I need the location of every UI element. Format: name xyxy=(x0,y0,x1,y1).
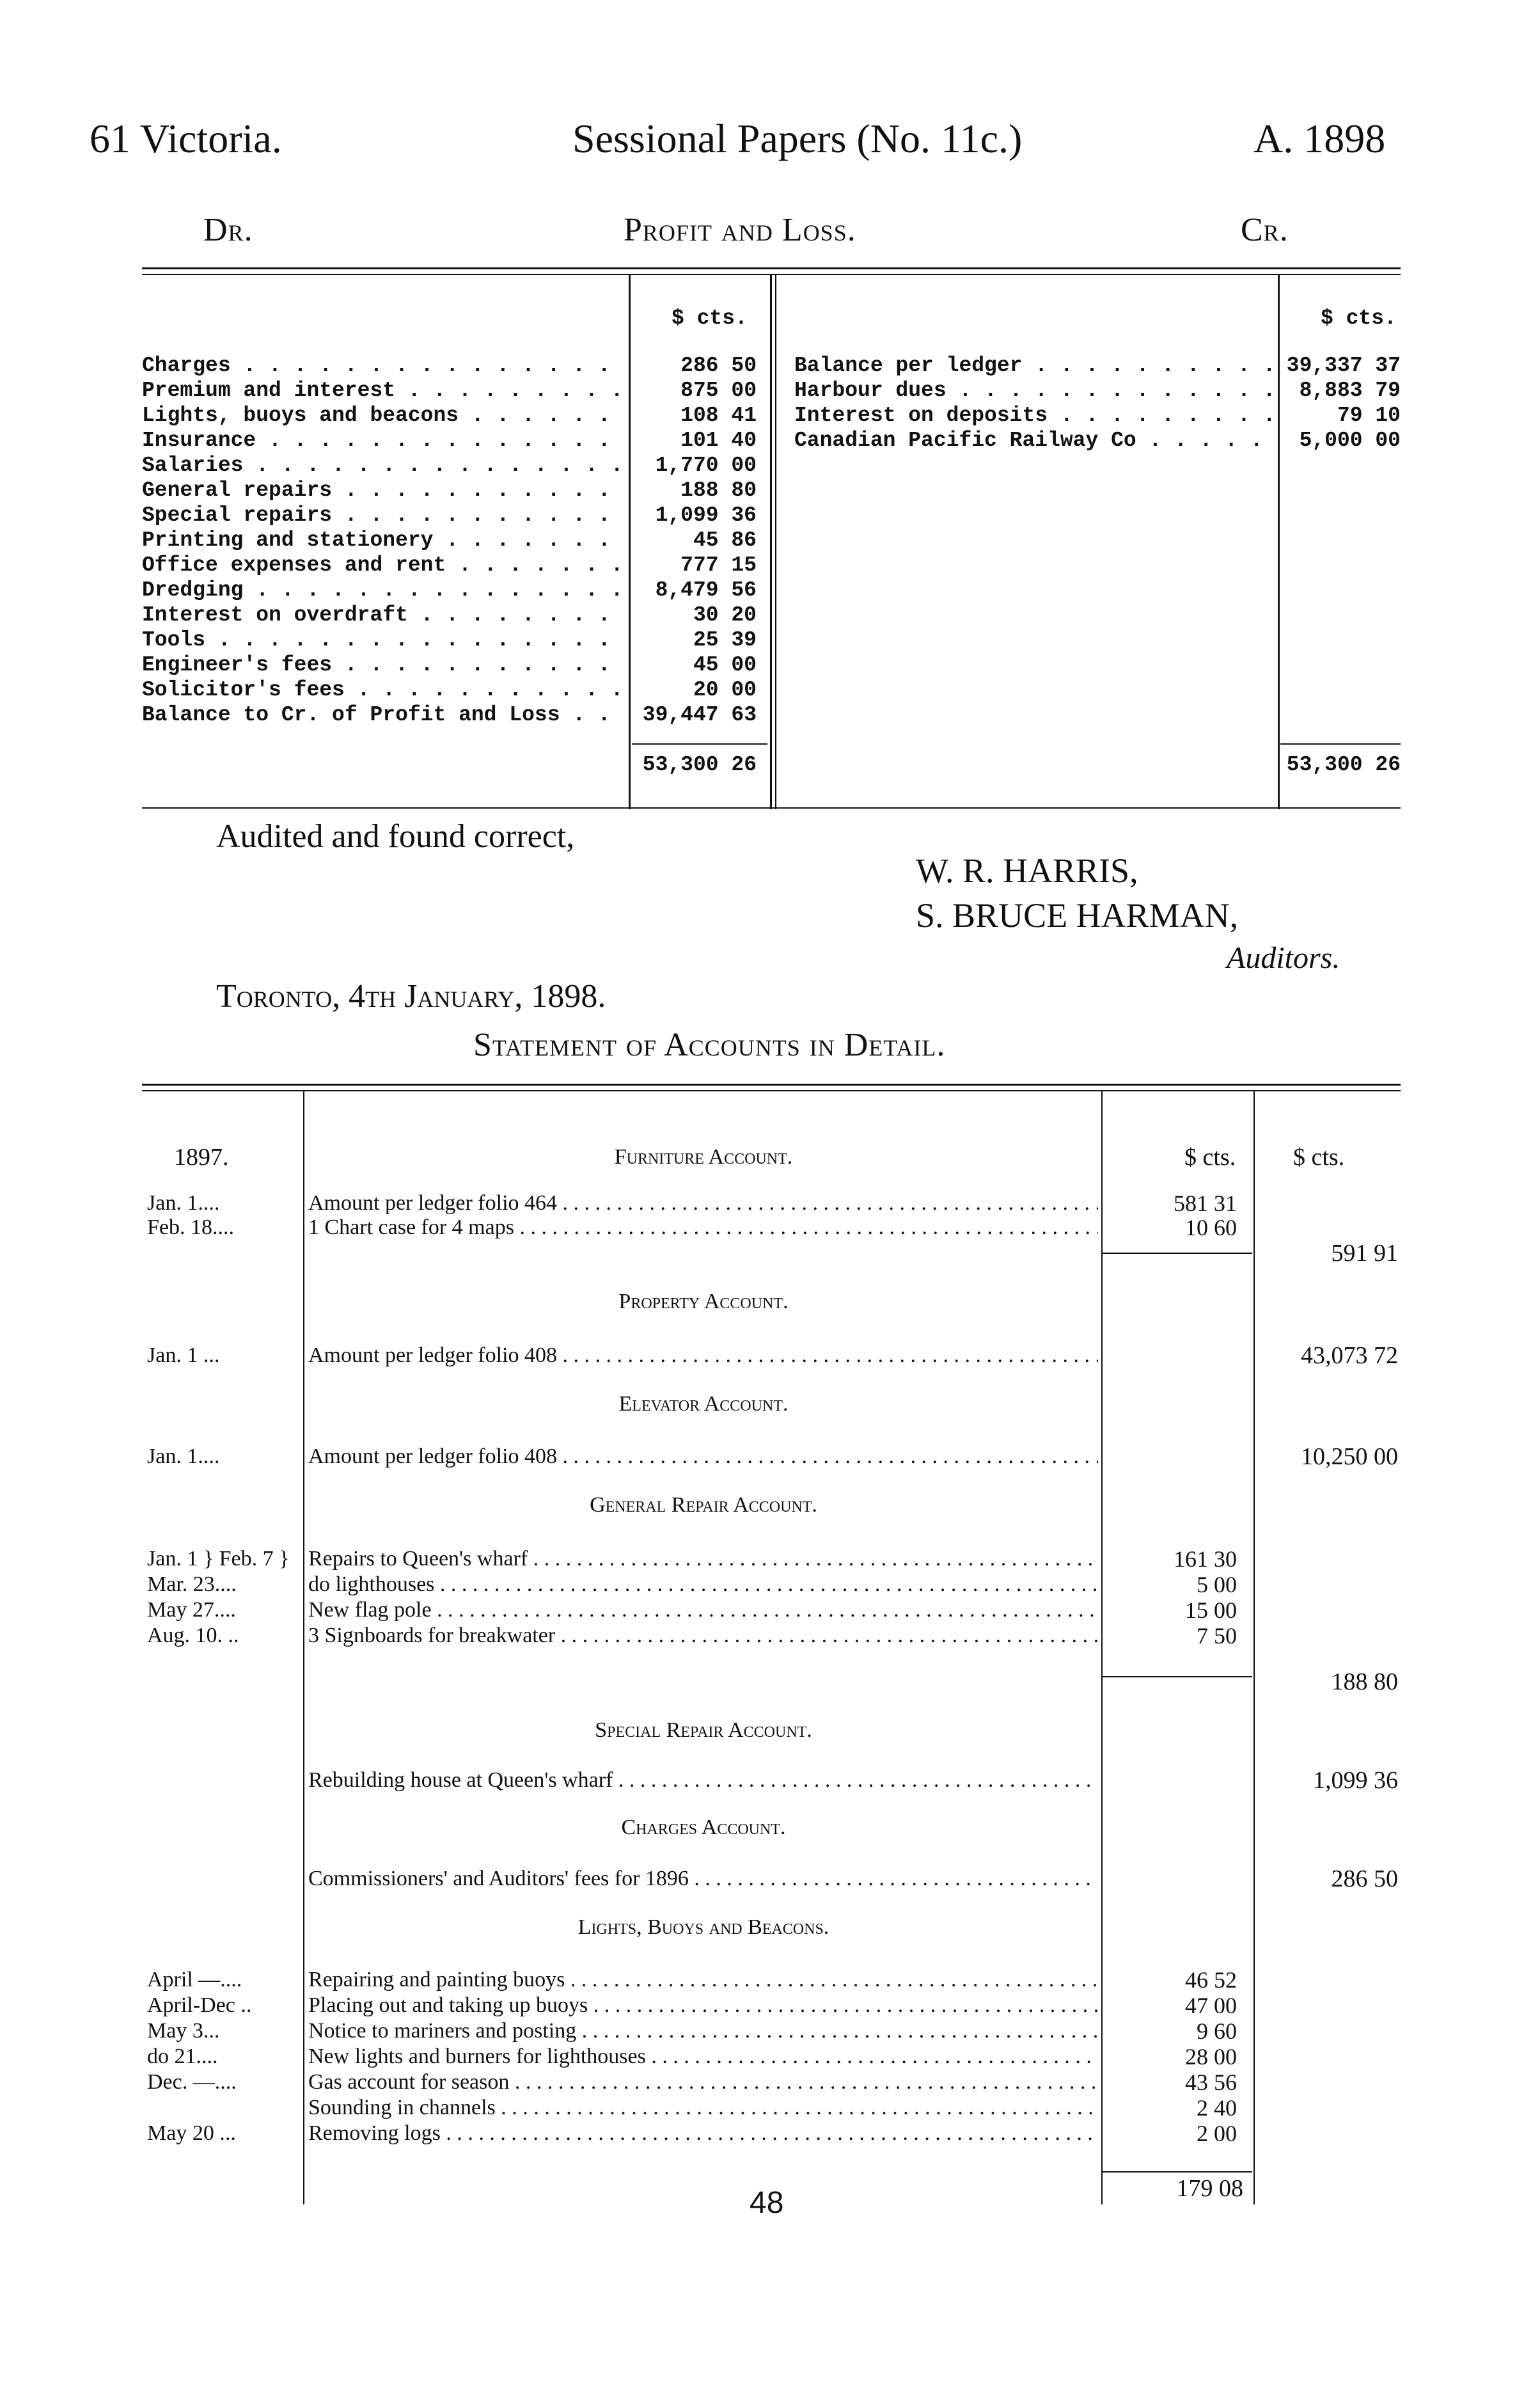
lights-row-desc: Gas account for season . . . xyxy=(308,2070,1098,2094)
pl-debit-label: Premium and interest . . . xyxy=(142,378,623,403)
general-row-amount: 5 00 xyxy=(1197,1572,1237,1597)
pl-debit-amount: 8,479 56 xyxy=(655,578,757,602)
general-row-date: May 27.... xyxy=(147,1598,236,1622)
pl-credit-amount: 39,337 37 xyxy=(1286,354,1401,377)
pl-debit-label: Solicitor's fees . . . xyxy=(142,677,623,702)
lights-row-date: May 20 ... xyxy=(147,2121,236,2145)
furniture-row-date: Jan. 1.... xyxy=(147,1191,220,1215)
lights-row-date: Dec. —.... xyxy=(147,2070,237,2094)
statement-title: Statement of Accounts in Detail. xyxy=(473,1027,946,1063)
pl-debit-amount: 108 41 xyxy=(680,404,757,427)
pl-debit-label: Special repairs . . . xyxy=(142,503,623,528)
furniture-title: Furniture Account. xyxy=(614,1145,793,1169)
elevator-total: 10,250 00 xyxy=(1301,1443,1398,1470)
pl-credit-label: Balance per ledger . . . xyxy=(794,353,1275,378)
pl-debit-label: Printing and stationery . . . xyxy=(142,528,623,553)
cr-label: Cr. xyxy=(1241,212,1289,248)
pl-top-rule xyxy=(142,267,1401,269)
lights-row-desc: New lights and burners for lighthouses . . . xyxy=(308,2045,1098,2069)
pl-debit-amount: 286 50 xyxy=(680,354,757,377)
pl-credit-label: Canadian Pacific Railway Co . . . xyxy=(794,428,1275,453)
lights-row-amount: 2 40 xyxy=(1197,2095,1237,2121)
general-row-date: Jan. 1 } Feb. 7 } xyxy=(147,1547,290,1571)
pl-debit-amount: 875 00 xyxy=(680,379,757,402)
general-row-date: Mar. 23.... xyxy=(147,1572,237,1596)
general-row-desc: New flag pole . . . xyxy=(308,1598,1098,1622)
pl-debit-label: Balance to Cr. of Profit and Loss . . . xyxy=(142,702,623,727)
lights-row-amount: 9 60 xyxy=(1197,2018,1237,2044)
lights-row-date: do 21.... xyxy=(147,2045,218,2068)
special-desc: Rebuilding house at Queen's wharf . . . xyxy=(308,1768,1098,1792)
pl-debit-label: Interest on overdraft . . . xyxy=(142,603,623,628)
pl-debit-amount: 25 39 xyxy=(693,628,757,652)
lights-row-desc: Repairing and painting buoys . . . xyxy=(308,1968,1098,1992)
furniture-row-desc: Amount per ledger folio 464 . . . xyxy=(308,1191,1098,1215)
header-right: A. 1898 xyxy=(1253,116,1386,161)
pl-credit-amount: 5,000 00 xyxy=(1299,429,1401,452)
st-year: 1897. xyxy=(174,1144,229,1171)
header-center: Sessional Papers (No. 11c.) xyxy=(572,116,1023,161)
st-top-rule xyxy=(142,1084,1401,1086)
lights-subtotal-rule xyxy=(1103,2171,1252,2172)
place-date xyxy=(216,977,606,1015)
general-row-desc: 3 Signboards for breakwater . . . xyxy=(308,1624,1098,1648)
pl-debit-amount: 39,447 63 xyxy=(642,703,757,727)
general-total-rule xyxy=(1103,1676,1252,1677)
pl-divider-1 xyxy=(629,275,631,809)
auditor-harman: S. BRUCE HARMAN, xyxy=(916,896,1239,935)
pl-cr-total-rule xyxy=(1280,743,1401,745)
furniture-total-rule xyxy=(1103,1253,1252,1254)
pl-credit-amount: 8,883 79 xyxy=(1299,379,1401,402)
general-row-desc: Repairs to Queen's wharf . . . xyxy=(308,1547,1098,1571)
lights-row-amount: 43 56 xyxy=(1185,2069,1237,2095)
pl-debit-amount: 20 00 xyxy=(693,678,757,702)
elevator-date: Jan. 1.... xyxy=(147,1444,220,1468)
general-row-amount: 15 00 xyxy=(1185,1597,1237,1623)
pl-debit-label: Engineer's fees . . . xyxy=(142,653,623,677)
pl-credit-amount: 79 10 xyxy=(1337,404,1401,427)
st-divider-amt2 xyxy=(1253,1091,1255,2204)
pl-divider-2b xyxy=(775,275,776,809)
lights-row-desc: Notice to mariners and posting . . . xyxy=(308,2019,1098,2043)
pl-debit-label: Lights, buoys and beacons . . . xyxy=(142,403,623,428)
pl-debit-amount: 1,099 36 xyxy=(655,503,757,527)
pl-dr-total: 53,300 26 xyxy=(642,753,757,777)
pl-dr-col-head: $ cts. xyxy=(672,306,748,330)
pl-debit-amount: 45 86 xyxy=(693,528,757,552)
general-total: 188 80 xyxy=(1331,1668,1398,1695)
st-top-rule-2 xyxy=(142,1090,1401,1091)
lights-row-desc: Sounding in channels . . . xyxy=(308,2096,1098,2120)
pl-debit-amount: 30 20 xyxy=(693,603,757,627)
page-number: 48 xyxy=(750,2186,784,2220)
lights-title: Lights, Buoys and Beacons. xyxy=(578,1915,829,1939)
property-total: 43,073 72 xyxy=(1301,1342,1398,1369)
pl-debit-label: Tools . . . xyxy=(142,628,623,653)
lights-row-amount: 46 52 xyxy=(1185,1967,1237,1993)
pl-debit-label: Salaries . . . xyxy=(142,453,623,478)
st-divider-date xyxy=(303,1091,304,2204)
pl-cr-col-head: $ cts. xyxy=(1321,306,1397,330)
pl-dr-total-rule xyxy=(632,743,767,745)
general-row-date: Aug. 10. .. xyxy=(147,1624,239,1647)
pl-divider-2 xyxy=(770,275,772,809)
furniture-row-amount: 581 31 xyxy=(1174,1191,1237,1216)
general-row-desc: do lighthouses . . . xyxy=(308,1572,1098,1597)
pl-debit-label: Office expenses and rent . . . xyxy=(142,553,623,578)
elevator-desc: Amount per ledger folio 408 . . . xyxy=(308,1444,1098,1469)
lights-subtotal: 179 08 xyxy=(1176,2175,1243,2202)
lights-row-date: April —.... xyxy=(147,1968,242,1991)
pl-credit-label: Interest on deposits . . . xyxy=(794,403,1275,428)
lights-row-amount: 2 00 xyxy=(1197,2121,1237,2146)
special-total: 1,099 36 xyxy=(1313,1767,1398,1794)
pl-credit-label: Harbour dues . . . xyxy=(794,378,1275,403)
lights-row-desc: Removing logs . . . xyxy=(308,2121,1098,2146)
pl-debit-amount: 188 80 xyxy=(680,479,757,502)
pl-debit-label: Insurance . . . xyxy=(142,428,623,453)
st-col1-head: $ cts. xyxy=(1184,1144,1236,1171)
furniture-row-desc: 1 Chart case for 4 maps . . . xyxy=(308,1215,1098,1240)
furniture-row-date: Feb. 18.... xyxy=(147,1215,234,1239)
property-title: Property Account. xyxy=(618,1290,789,1313)
charges-total: 286 50 xyxy=(1331,1865,1398,1892)
auditor-harris: W. R. HARRIS, xyxy=(916,851,1138,890)
pl-debit-amount: 45 00 xyxy=(693,653,757,677)
pl-divider-3 xyxy=(1278,275,1280,809)
furniture-row-amount: 10 60 xyxy=(1185,1215,1237,1240)
lights-row-date: April-Dec .. xyxy=(147,1993,252,2017)
general-title: General Repair Account. xyxy=(590,1493,817,1517)
pl-debit-label: Dredging . . . xyxy=(142,578,623,603)
charges-desc: Commissioners' and Auditors' fees for 1896 . . . xyxy=(308,1867,1098,1891)
header-left: 61 Victoria. xyxy=(90,116,282,161)
audit-statement: Audited and found correct, xyxy=(216,818,575,855)
pl-debit-label: General repairs . . . xyxy=(142,478,623,503)
special-title: Special Repair Account. xyxy=(595,1718,812,1742)
elevator-title: Elevator Account. xyxy=(618,1392,789,1416)
property-desc: Amount per ledger folio 408 . . . xyxy=(308,1343,1098,1368)
place-date-text: Toronto, 4th January, 1898. xyxy=(216,978,606,1015)
pl-debit-amount: 777 15 xyxy=(680,553,757,577)
lights-row-amount: 47 00 xyxy=(1185,1993,1237,2018)
charges-title: Charges Account. xyxy=(621,1816,786,1839)
general-row-amount: 7 50 xyxy=(1197,1623,1237,1649)
lights-row-desc: Placing out and taking up buoys . . . xyxy=(308,1993,1098,2018)
lights-row-amount: 28 00 xyxy=(1185,2044,1237,2069)
property-date: Jan. 1 ... xyxy=(147,1343,220,1367)
general-row-amount: 161 30 xyxy=(1174,1546,1237,1572)
lights-row-date: May 3... xyxy=(147,2019,220,2043)
furniture-total: 591 91 xyxy=(1331,1240,1398,1267)
pl-bottom-rule xyxy=(142,807,1401,809)
pl-debit-amount: 1,770 00 xyxy=(655,454,757,477)
st-col2-head: $ cts. xyxy=(1293,1144,1345,1171)
pl-cr-total: 53,300 26 xyxy=(1286,753,1401,777)
auditors-role: Auditors. xyxy=(1227,941,1340,975)
pl-debit-amount: 101 40 xyxy=(680,429,757,452)
pl-debit-label: Charges . . . xyxy=(142,353,623,378)
dr-label: Dr. xyxy=(203,212,253,248)
pl-title: Profit and Loss. xyxy=(624,212,856,248)
